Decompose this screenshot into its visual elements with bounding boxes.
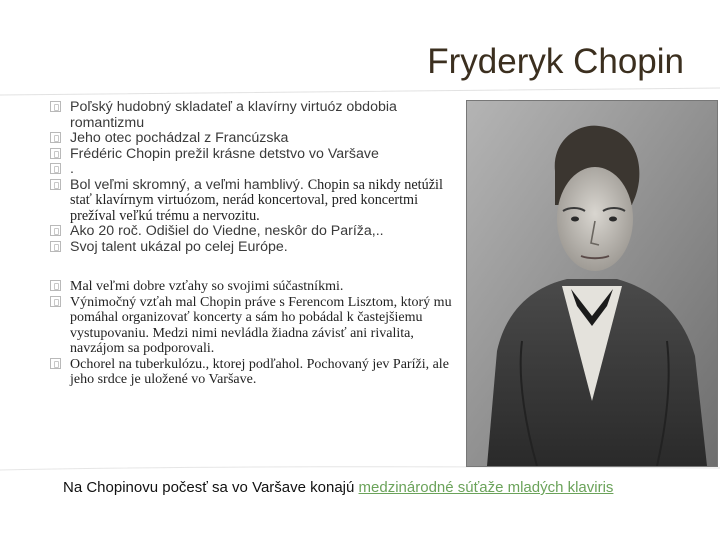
footer-text: Na Chopinovu počesť sa vo Varšave konajú <box>63 479 359 496</box>
bullet-item <box>50 100 460 131</box>
bullet-text: Frédéric Chopin prežil krásne detstvo vo Varšave <box>70 145 379 162</box>
bullet-text: . <box>70 161 74 177</box>
bullet-item <box>50 147 460 163</box>
bullet-text: Mal veľmi dobre vzťahy so svojimi súčastníkmi. <box>70 279 344 294</box>
bullet-item <box>50 131 460 147</box>
bullet-item <box>50 279 460 295</box>
bullet-icon <box>50 358 61 369</box>
portrait-photo <box>466 100 718 467</box>
bullet-text: Poľský hudobný skladateľ a klavírny virtuóz obdobia romantizmu <box>70 99 397 131</box>
bullet-text: Bol veľmi skromný, a veľmi hamblivý. <box>70 176 304 193</box>
bullet-item <box>50 178 460 225</box>
bullet-item <box>50 224 460 240</box>
bullet-icon <box>50 148 61 159</box>
bullet-serif-text: Chopin sa nikdy netúžil stať klavírnym virtuózom, nerád koncertoval, pred koncertmi prežíval veľkú trému a nervozitu. <box>70 176 443 224</box>
bullet-item <box>50 357 460 388</box>
bullet-icon <box>50 132 61 143</box>
bullet-icon <box>50 280 61 291</box>
bullet-icon <box>50 163 61 174</box>
footer-link[interactable]: medzinárodné súťaže mladých klaviris <box>358 479 614 496</box>
slide-title: Fryderyk Chopin <box>427 42 684 81</box>
portrait-illustration <box>467 101 717 466</box>
footer-line <box>63 479 613 496</box>
bullet-text: Jeho otec pochádzal z Francúzska <box>70 130 289 146</box>
bullet-icon <box>50 225 61 236</box>
bullet-text: Výnimočný vzťah mal Chopin práve s Ferencom Lisztom, ktorý mu pomáhal organizovať koncerty a sám ho pobádal k častejšiemu vystupovaniu. Medzi nimi nevládla žiadna závisť ani rivalita, navzájom sa podporovali. <box>70 294 452 356</box>
bullet-text: Ako 20 roč. Odišiel do Viedne, neskôr do Paríža,.. <box>70 223 384 239</box>
bullet-item <box>50 240 460 256</box>
bullet-icon <box>50 241 61 252</box>
bullet-item <box>50 162 460 178</box>
bullet-list <box>50 100 460 388</box>
bullet-icon <box>50 179 61 190</box>
bullet-text: Svoj talent ukázal po celej Európe. <box>70 238 288 255</box>
bullet-text: Ochorel na tuberkulózu., ktorej podľahol. Pochovaný jev Paríži, ale jeho srdce je uložené vo Varšave. <box>70 356 449 387</box>
bullet-icon <box>50 296 61 307</box>
bullet-icon <box>50 101 61 112</box>
bullet-item <box>50 295 460 357</box>
